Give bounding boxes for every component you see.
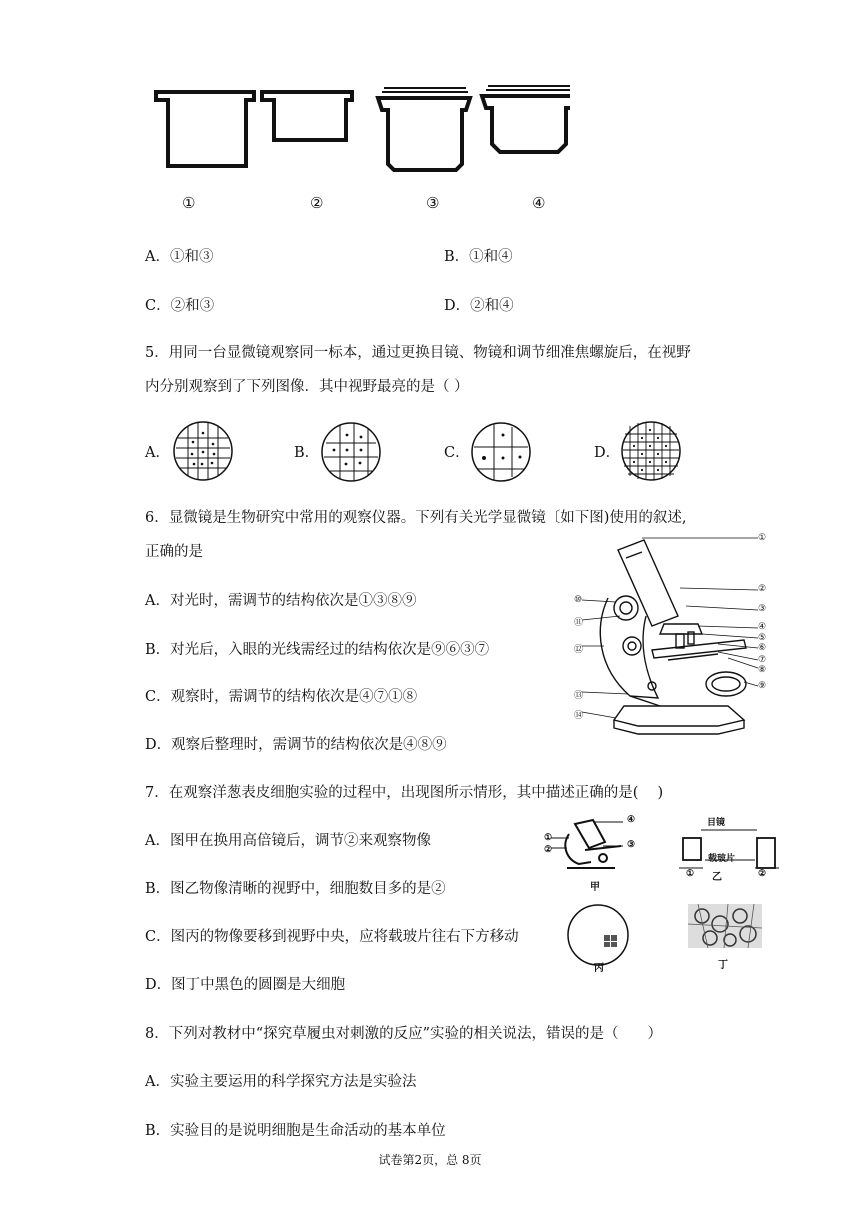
q6-option-c[interactable]: C．观察时，需调节的结构依次是④⑦①⑧ [145,689,418,705]
microscope-label-3: ③ [758,604,767,614]
q7-option-d[interactable]: D．图丁中黑色的圆圈是大细胞 [145,977,346,993]
microscope-label-4: ④ [758,622,767,632]
microscope-label-11: ⑪ [574,618,584,628]
eyepiece-label-1: ① [182,194,196,212]
q7-fig-bing-caption: 丙 [594,963,604,974]
q6-option-b[interactable]: B．对光后，入眼的光线需经过的结构依次是⑨⑥③⑦ [145,642,490,658]
q7-figure-ding [688,904,762,948]
microscope-label-13: ⑬ [574,691,584,701]
q5-option-a-field[interactable] [172,420,234,482]
q4-option-d[interactable]: D．②和④ [444,298,514,314]
q7-fig-ding-caption: 丁 [718,960,728,971]
microscope-label-6: ⑥ [758,643,767,653]
q5-option-b-field[interactable] [320,421,382,483]
q6-option-a[interactable]: A．对光时，需调节的结构依次是①③⑧⑨ [145,593,417,609]
q6-stem-line1: 6．显微镜是生物研究中常用的观察仪器。下列有关光学显微镜〔如下图)使用的叙述, [145,510,687,526]
eyepiece-3-shape [378,98,470,170]
q5-option-c-label[interactable]: C． [444,445,470,461]
q7-stem: 7．在观察洋葱表皮细胞实验的过程中，出现图所示情形，其中描述正确的是( ) [145,785,664,801]
q8-stem: 8．下列对教材中“探究草履虫对刺激的反应”实验的相关说法，错误的是（ ） [145,1026,663,1042]
microscope-label-2: ② [758,584,767,594]
eyepiece-figure [150,84,570,219]
microscope-label-7: ⑦ [758,655,767,665]
q6-option-d[interactable]: D．观察后整理时，需调节的结构依次是④⑧⑨ [145,737,447,753]
eyepiece-2-shape [262,92,352,140]
microscope-label-1: ① [758,533,767,543]
q5-option-a-label[interactable]: A． [145,445,170,461]
microscope-label-9: ⑨ [758,681,767,691]
q5-stem-line1: 5．用同一台显微镜观察同一标本，通过更换目镜、物镜和调节细准焦螺旋后，在视野 [145,345,691,361]
q7-fig-yi-n2: ② [758,869,767,879]
q4-option-c[interactable]: C．②和③ [145,298,215,314]
q7-fig-jia-caption: 甲 [590,882,600,893]
q7-option-b[interactable]: B．图乙物像清晰的视野中，细胞数目多的是② [145,881,446,897]
q4-option-b[interactable]: B．①和④ [444,249,513,265]
eyepiece-label-4: ④ [532,194,546,212]
microscope-label-12: ⑫ [574,645,584,655]
q7-fig-yi-eyepiece: 目镜 [707,818,726,828]
microscope-label-10: ⑩ [574,595,583,605]
q5-option-b-label[interactable]: B． [294,445,320,461]
q7-fig-jia-n4: ④ [627,815,636,825]
microscope-label-14: ⑭ [574,711,584,721]
eyepiece-label-3: ③ [426,194,440,212]
q7-figure-yi [675,820,785,872]
q7-fig-jia-n3: ③ [627,840,636,850]
eyepiece-1-shape [156,92,254,166]
q8-option-a[interactable]: A．实验主要运用的科学探究方法是实验法 [145,1074,417,1090]
q7-fig-yi-caption: 乙 [712,872,722,883]
microscope-figure [568,528,780,738]
q7-option-a[interactable]: A．图甲在换用高倍镜后，调节②来观察物像 [145,833,431,849]
q7-fig-yi-slide: 载玻片 [708,854,736,864]
q5-stem-line2: 内分别观察到了下列图像．其中视野最亮的是（ ） [145,379,469,395]
q5-option-d-field[interactable] [620,420,682,482]
q7-fig-jia-n2: ② [544,845,553,855]
eyepiece-label-2: ② [310,194,324,212]
q8-option-b[interactable]: B．实验目的是说明细胞是生命活动的基本单位 [145,1123,446,1139]
q5-option-c-field[interactable] [470,421,532,483]
microscope-label-5: ⑤ [758,633,767,643]
q5-option-d-label[interactable]: D． [594,445,621,461]
q7-fig-jia-n1: ① [544,833,553,843]
page-footer: 试卷第2页，总 8页 [378,1153,482,1167]
q6-stem-line2: 正确的是 [145,544,203,560]
microscope-label-8: ⑧ [758,665,767,675]
q4-option-a[interactable]: A．①和③ [145,249,214,265]
eyepiece-4-shape [482,96,570,152]
q7-fig-yi-n1: ① [686,869,695,879]
q7-option-c[interactable]: C．图丙的物像要移到视野中央，应将载玻片往右下方移动 [145,929,519,945]
